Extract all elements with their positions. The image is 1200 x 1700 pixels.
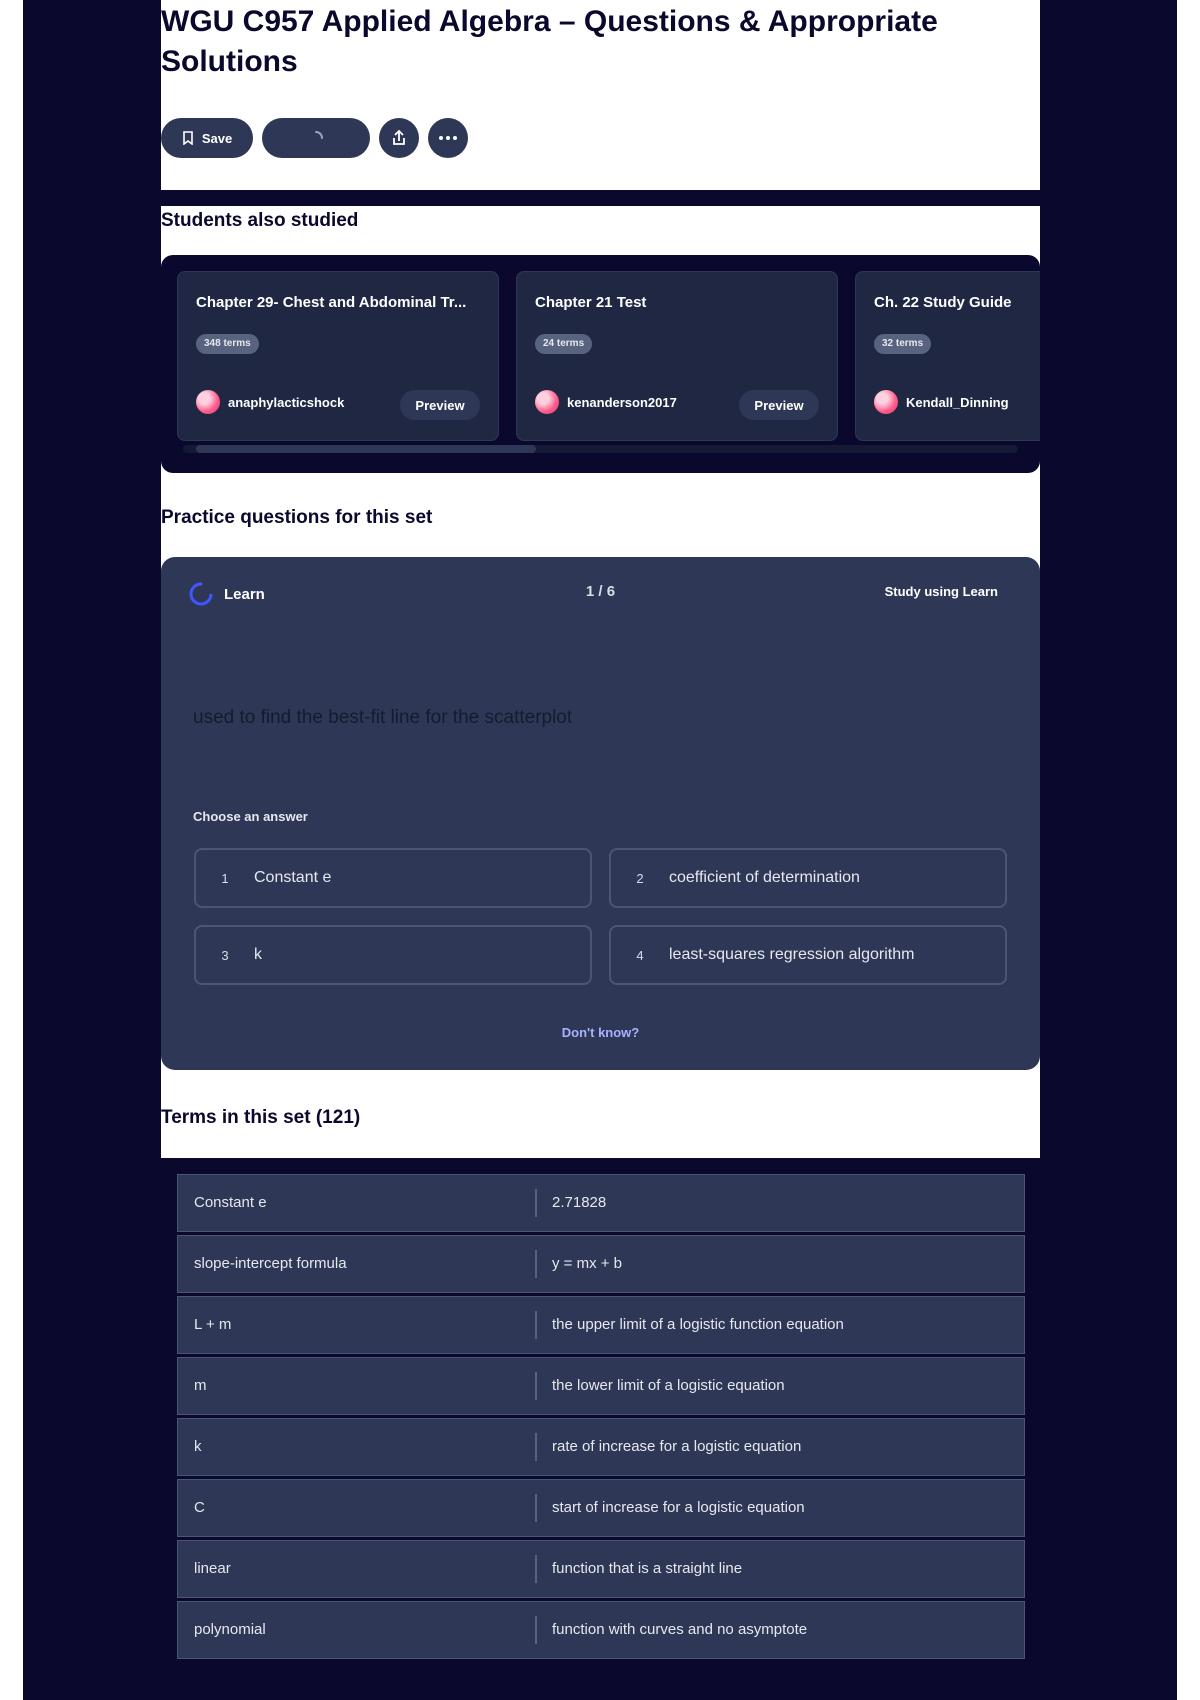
question-counter: 1 / 6 [585,583,616,600]
dont-know-link[interactable]: Don't know? [561,1025,640,1040]
term-word: k [194,1438,202,1455]
term-definition: the lower limit of a logistic equation [552,1377,785,1394]
card-author[interactable] [196,390,344,414]
terms-badge: 348 terms [196,334,259,354]
option-number: 2 [636,870,644,886]
term-row [177,1479,1025,1537]
studied-card[interactable] [516,271,838,441]
term-divider [535,1494,537,1522]
term-word: Constant e [194,1194,267,1211]
term-word: slope-intercept formula [194,1255,347,1272]
loading-button[interactable] [262,118,370,158]
term-word: m [194,1377,207,1394]
term-divider [535,1616,537,1644]
action-toolbar [161,117,468,159]
term-divider [535,1250,537,1278]
option-text: coefficient of determination [669,869,860,886]
carousel-scrollbar-thumb[interactable] [196,445,536,453]
answer-option-4[interactable] [609,925,1007,985]
option-text: Constant e [254,869,332,886]
card-author[interactable] [535,390,677,414]
avatar [874,390,898,414]
term-divider [535,1311,537,1339]
term-definition: function that is a straight line [552,1560,743,1577]
header-section [161,0,1040,190]
term-definition: rate of increase for a logistic equation [552,1438,802,1455]
term-word: L + m [194,1316,232,1333]
learn-card [161,557,1040,1070]
answer-option-1[interactable] [194,848,592,908]
studied-card[interactable] [177,271,499,441]
save-label: Save [201,130,233,146]
option-number: 3 [221,947,229,963]
answer-option-3[interactable] [194,925,592,985]
term-word: linear [194,1560,231,1577]
term-row [177,1235,1025,1293]
term-word: C [194,1499,205,1516]
author-name: kenanderson2017 [567,394,677,410]
card-title: Ch. 22 Study Guide [874,294,1012,311]
term-row [177,1601,1025,1659]
term-divider [535,1372,537,1400]
term-definition: start of increase for a logistic equation [552,1499,805,1516]
ellipsis-icon [438,135,458,141]
save-button[interactable] [161,118,253,158]
answer-option-2[interactable] [609,848,1007,908]
terms-list [161,1158,1040,1700]
term-row [177,1418,1025,1476]
studied-carousel [161,255,1040,473]
term-definition: function with curves and no asymptote [552,1621,808,1638]
term-row [177,1296,1025,1354]
option-number: 1 [221,870,229,886]
terms-badge: 32 terms [874,334,931,354]
choose-answer-label: Choose an answer [193,809,308,824]
share-button[interactable] [379,118,419,158]
term-divider [535,1189,537,1217]
term-row [177,1174,1025,1232]
terms-heading: Terms in this set (121) [161,1107,361,1128]
term-divider [535,1433,537,1461]
term-definition: y = mx + b [552,1255,623,1272]
card-author[interactable] [874,390,1009,414]
avatar [196,390,220,414]
option-text: least-squares regression algorithm [669,946,915,963]
bookmark-icon [182,131,194,145]
preview-button[interactable]: Preview [400,390,480,420]
studied-heading: Students also studied [161,210,359,231]
practice-heading: Practice questions for this set [161,507,433,528]
main-content [161,0,1040,1700]
studied-card[interactable] [855,271,1040,441]
term-row [177,1357,1025,1415]
author-name: anaphylacticshock [228,394,345,410]
more-options-button[interactable] [428,118,468,158]
spinner-icon [308,130,324,146]
avatar [535,390,559,414]
term-definition: the upper limit of a logistic function equation [552,1316,844,1333]
option-number: 4 [636,947,644,963]
card-title: Chapter 21 Test [535,294,647,311]
page-title: WGU C957 Applied Algebra – Questions & Appropriate Solutions [161,5,938,78]
option-text: k [254,946,262,963]
term-definition: 2.71828 [552,1194,607,1211]
preview-button[interactable]: Preview [739,390,819,420]
question-text: used to find the best-fit line for the scatterplot [193,707,573,728]
author-name: Kendall_Dinning [906,394,1009,410]
term-word: polynomial [194,1621,266,1638]
share-icon [390,129,408,147]
term-row [177,1540,1025,1598]
learn-label: Learn [224,585,265,603]
study-using-learn-link[interactable]: Study using Learn [884,584,998,599]
terms-badge: 24 terms [535,334,592,354]
card-title: Chapter 29- Chest and Abdominal Tr... [196,294,467,311]
term-divider [535,1555,537,1583]
header-divider [161,190,1040,206]
